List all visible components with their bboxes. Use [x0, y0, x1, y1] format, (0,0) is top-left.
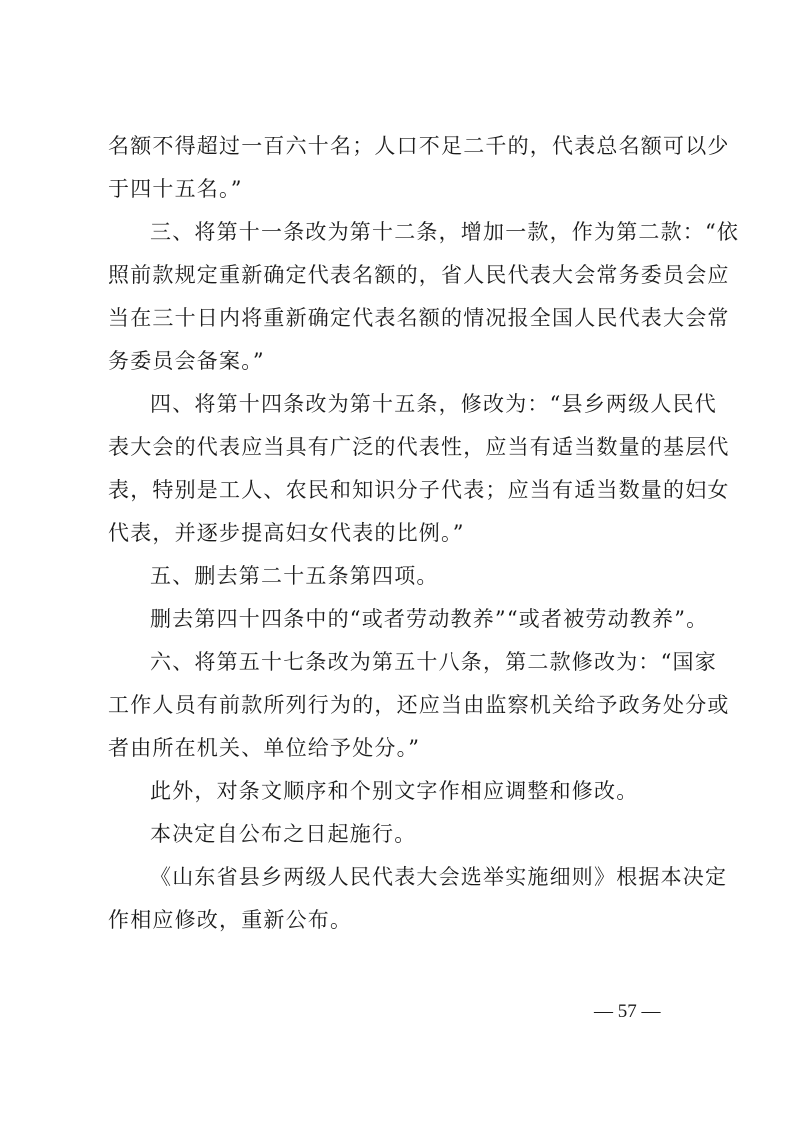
page-number: — 57 — — [594, 1001, 661, 1022]
text-line: 务委员会备案。” — [108, 349, 265, 373]
text-line: 本决定自公布之日起施行。 — [150, 822, 417, 846]
text-line: 于四十五名。” — [108, 177, 243, 201]
paragraph — [108, 555, 690, 598]
text-line: 四、将第十四条改为第十五条，修改为：“县乡两级人民代 — [150, 392, 717, 416]
paragraph — [108, 641, 730, 770]
text-line: 表，特别是工人、农民和知识分子代表；应当有适当数量的妇女 — [108, 478, 730, 502]
text-line: 作相应修改，重新公布。 — [108, 908, 353, 932]
text-line: 名额不得超过一百六十名；人口不足二千的，代表总名额可以少 — [108, 134, 730, 158]
paragraph — [108, 598, 709, 641]
paragraph — [108, 770, 690, 813]
text-line: 照前款规定重新确定代表名额的，省人民代表大会常务委员会应 — [108, 263, 730, 287]
paragraph — [108, 856, 728, 942]
text-line: 三、将第十一条改为第十二条，增加一款，作为第二款：“依 — [150, 220, 740, 244]
text-line: 删去第四十四条中的“或者劳动教养”“或者被劳动教养”。 — [150, 607, 709, 631]
paragraph — [108, 211, 740, 383]
document-body — [108, 125, 740, 942]
paragraph — [108, 125, 730, 211]
paragraph — [108, 813, 690, 856]
text-line: 五、删去第二十五条第四项。 — [150, 564, 439, 588]
text-line: 当在三十日内将重新确定代表名额的情况报全国人民代表大会常 — [108, 306, 730, 330]
text-line: 六、将第五十七条改为第五十八条，第二款修改为：“国家 — [150, 650, 717, 674]
text-line: 此外，对条文顺序和个别文字作相应调整和修改。 — [150, 779, 639, 803]
text-line: 表大会的代表应当具有广泛的代表性，应当有适当数量的基层代 — [108, 435, 730, 459]
text-line: 代表，并逐步提高妇女代表的比例。” — [108, 521, 465, 545]
text-line: 《山东省县乡两级人民代表大会选举实施细则》根据本决定 — [150, 865, 728, 889]
text-line: 工作人员有前款所列行为的，还应当由监察机关给予政务处分或 — [108, 693, 730, 717]
paragraph — [108, 383, 730, 555]
text-line: 者由所在机关、单位给予处分。” — [108, 736, 421, 760]
